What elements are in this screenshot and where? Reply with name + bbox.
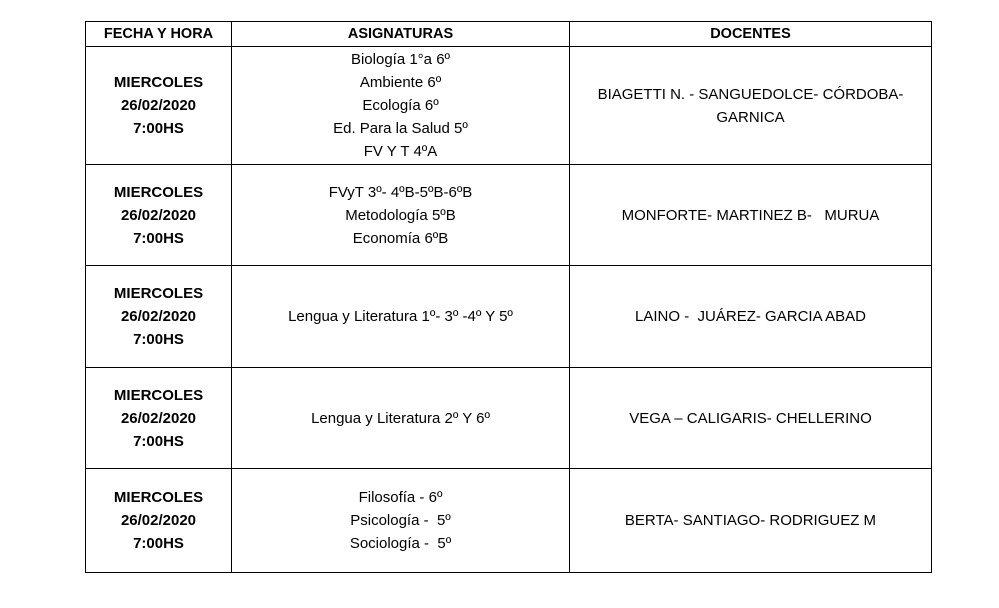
docentes-text: VEGA – CALIGARIS- CHELLERINO (629, 409, 872, 427)
fecha-cell (86, 266, 232, 368)
table-row (86, 368, 932, 469)
header-row (86, 22, 932, 47)
asignatura-item: Psicología - 5º (350, 512, 451, 529)
header-docentes: DOCENTES (570, 22, 932, 47)
asignatura-item: Metodología 5ºB (345, 206, 456, 224)
asignaturas-cell (232, 165, 570, 266)
asignatura-item: Ed. Para la Salud 5º (333, 120, 468, 137)
fecha-cell (86, 469, 232, 573)
header-fecha: FECHA Y HORA (86, 22, 232, 47)
fecha-time: 7:00HS (133, 229, 184, 247)
asignatura-item: Lengua y Literatura 1º- 3º -4º Y 5º (288, 308, 513, 325)
table-row (86, 469, 932, 573)
fecha-date: 26/02/2020 (120, 206, 197, 224)
fecha-day: MIERCOLES (113, 386, 204, 404)
docentes-text: MONFORTE- MARTINEZ B- MURUA (621, 206, 880, 224)
asignaturas-cell (232, 266, 570, 368)
docentes-text: BIAGETTI N. - SANGUEDOLCE- CÓRDOBA-GARNICA (597, 85, 904, 126)
asignaturas-cell (232, 368, 570, 469)
fecha-date: 26/02/2020 (120, 308, 197, 325)
fecha-day: MIERCOLES (113, 183, 204, 201)
docentes-text: LAINO - JUÁREZ- GARCIA ABAD (635, 308, 866, 325)
asignatura-item: Biología 1°a 6º (350, 51, 451, 68)
docentes-cell (570, 266, 932, 368)
asignatura-item: Ecología 6º (362, 97, 439, 114)
docentes-cell (570, 368, 932, 469)
fecha-day: MIERCOLES (113, 285, 204, 302)
docentes-cell (570, 165, 932, 266)
docentes-text: BERTA- SANTIAGO- RODRIGUEZ M (624, 512, 877, 529)
asignatura-item: FV Y T 4ºA (363, 143, 438, 160)
fecha-cell (86, 165, 232, 266)
asignatura-item: Ambiente 6º (359, 74, 442, 91)
docentes-cell (570, 469, 932, 573)
table-row (86, 165, 932, 266)
asignatura-item: Economía 6ºB (352, 229, 449, 247)
fecha-date: 26/02/2020 (120, 97, 197, 114)
fecha-cell (86, 368, 232, 469)
exam-schedule-table (85, 21, 932, 573)
fecha-date: 26/02/2020 (120, 512, 197, 529)
asignatura-item: Lengua y Literatura 2º Y 6º (311, 409, 490, 427)
table-row (86, 266, 932, 368)
fecha-date: 26/02/2020 (120, 409, 197, 427)
fecha-cell (86, 47, 232, 165)
asignaturas-cell (232, 469, 570, 573)
fecha-day: MIERCOLES (113, 489, 204, 506)
fecha-day: MIERCOLES (113, 74, 204, 91)
asignatura-item: Filosofía - 6º (358, 489, 443, 506)
asignatura-item: Sociología - 5º (349, 535, 452, 552)
asignaturas-cell (232, 47, 570, 165)
fecha-time: 7:00HS (133, 432, 184, 450)
asignatura-item: FVyT 3º- 4ºB-5ºB-6ºB (328, 183, 473, 201)
fecha-time: 7:00HS (133, 535, 184, 552)
docentes-cell (570, 47, 932, 165)
table-row (86, 47, 932, 165)
fecha-time: 7:00HS (133, 331, 184, 348)
header-asignaturas: ASIGNATURAS (232, 22, 570, 47)
fecha-time: 7:00HS (133, 120, 184, 137)
